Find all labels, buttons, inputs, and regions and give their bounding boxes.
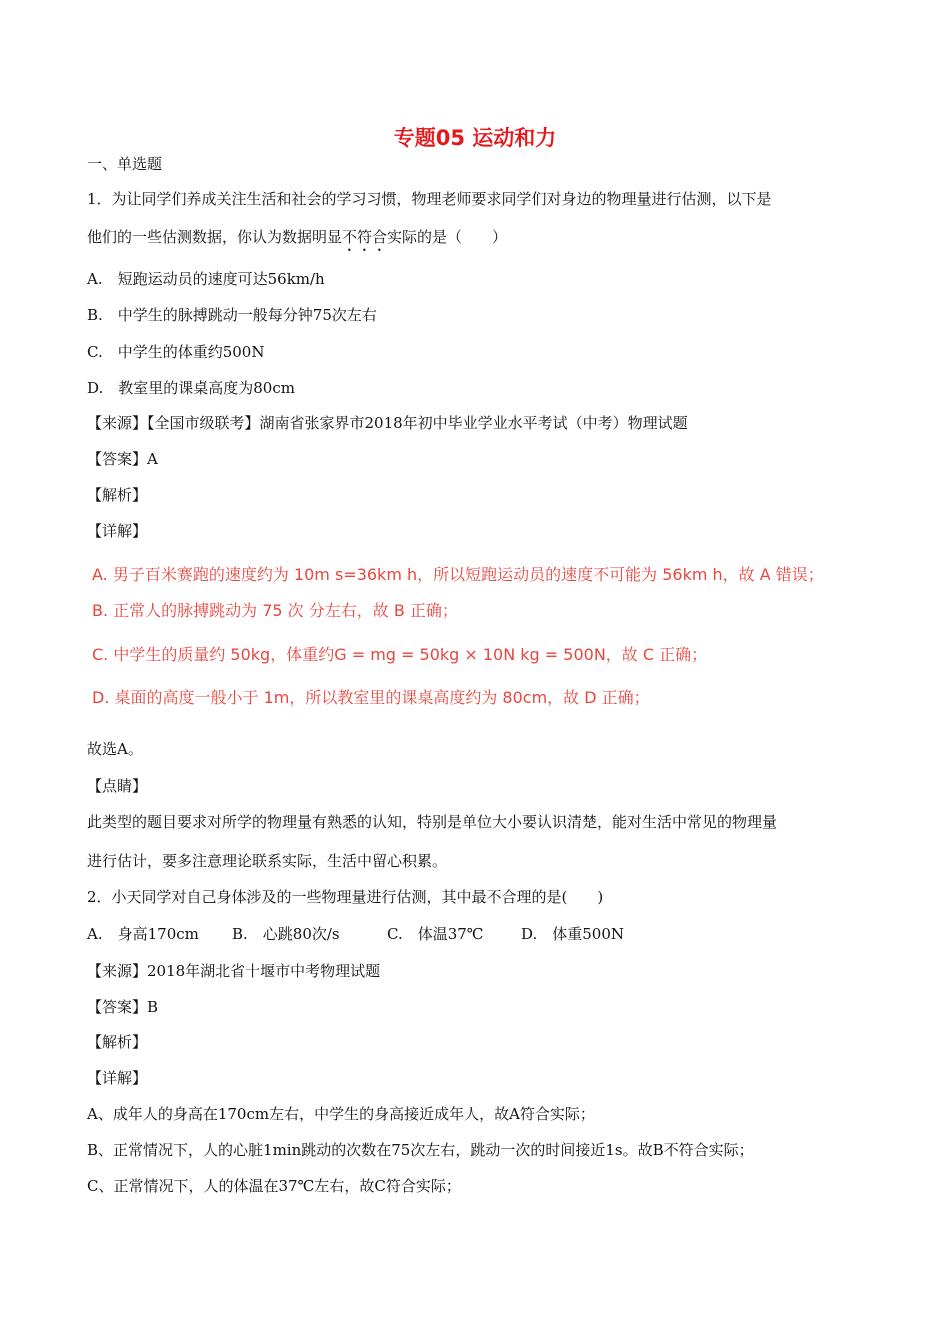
question-1-stem-line-1: 1．为让同学们养成关注生活和社会的学习习惯，物理老师要求同学们对身边的物理量进行估测，以下是 bbox=[87, 190, 772, 208]
emphasized-text: 不符合 bbox=[342, 228, 388, 246]
q2-answer-label: 【答案】B bbox=[87, 998, 159, 1016]
source-label: 【来源】【全国市级联考】湖南省张家界市2018年初中毕业学业水平考试（中考）物理试题 bbox=[87, 414, 688, 432]
answer-label: 【答案】A bbox=[87, 450, 158, 468]
stem-text-end: 实际的是（ ） bbox=[387, 228, 508, 246]
q2-detail-line-b: B、正常情况下，人的心脏1min跳动的次数在75次左右，跳动一次的时间接近1s。故B不符合实际； bbox=[87, 1141, 754, 1159]
q2-analysis-label: 【解析】 bbox=[87, 1033, 148, 1051]
detail-label: 【详解】 bbox=[87, 522, 148, 540]
q2-option-a: A. 身高170cm bbox=[87, 925, 199, 943]
q2-detail-line-a: A、成年人的身高在170cm左右，中学生的身高接近成年人，故A符合实际； bbox=[87, 1105, 595, 1123]
document-title: 专题05 运动和力 bbox=[393, 126, 557, 150]
option-d: D. 教室里的课桌高度为80cm bbox=[87, 379, 295, 397]
tip-line-2: 进行估计，要多注意理论联系实际，生活中留心积累。 bbox=[87, 852, 448, 870]
option-c: C. 中学生的体重约500N bbox=[87, 343, 265, 361]
detail-line-a: A. 男子百米赛跑的速度约为 10m s=36km h，所以短跑运动员的速度不可能为 56km h，故 A 错误； bbox=[92, 565, 824, 584]
q2-source-label: 【来源】2018年湖北省十堰市中考物理试题 bbox=[87, 962, 381, 980]
q2-option-b: B. 心跳80次/s bbox=[232, 925, 340, 943]
detail-line-b: B. 正常人的脉搏跳动为 75 次 分左右，故 B 正确； bbox=[92, 601, 458, 620]
analysis-label: 【解析】 bbox=[87, 486, 148, 504]
section-heading: 一、单选题 bbox=[87, 155, 163, 173]
question-2-options bbox=[87, 923, 624, 944]
tip-line-1: 此类型的题目要求对所学的物理量有熟悉的认知，特别是单位大小要认识清楚，能对生活中常见的物理量 bbox=[87, 813, 778, 831]
tip-label: 【点睛】 bbox=[87, 777, 148, 795]
q2-detail-label: 【详解】 bbox=[87, 1069, 148, 1087]
question-2-stem: 2．小天同学对自己身体涉及的一些物理量进行估测，其中最不合理的是( ) bbox=[87, 888, 604, 906]
question-1-stem-line-2 bbox=[87, 226, 507, 255]
detail-line-c: C. 中学生的质量约 50kg，体重约G = mg = 50kg × 10N kg = 500N，故 C 正确； bbox=[92, 645, 708, 664]
option-a: A. 短跑运动员的速度可达56km/h bbox=[87, 270, 325, 288]
option-b: B. 中学生的脉搏跳动一般每分钟75次左右 bbox=[87, 306, 377, 324]
detail-line-d: D. 桌面的高度一般小于 1m，所以教室里的课桌高度约为 80cm，故 D 正确； bbox=[92, 688, 650, 707]
stem-text: 他们的一些估测数据，你认为数据明显 bbox=[87, 228, 343, 246]
q2-option-c: C. 体温37℃ bbox=[387, 925, 484, 943]
q2-detail-line-c: C、正常情况下，人的体温在37℃左右，故C符合实际； bbox=[87, 1177, 461, 1195]
q2-option-d: D. 体重500N bbox=[521, 925, 625, 943]
conclusion-text: 故选A。 bbox=[87, 740, 143, 758]
